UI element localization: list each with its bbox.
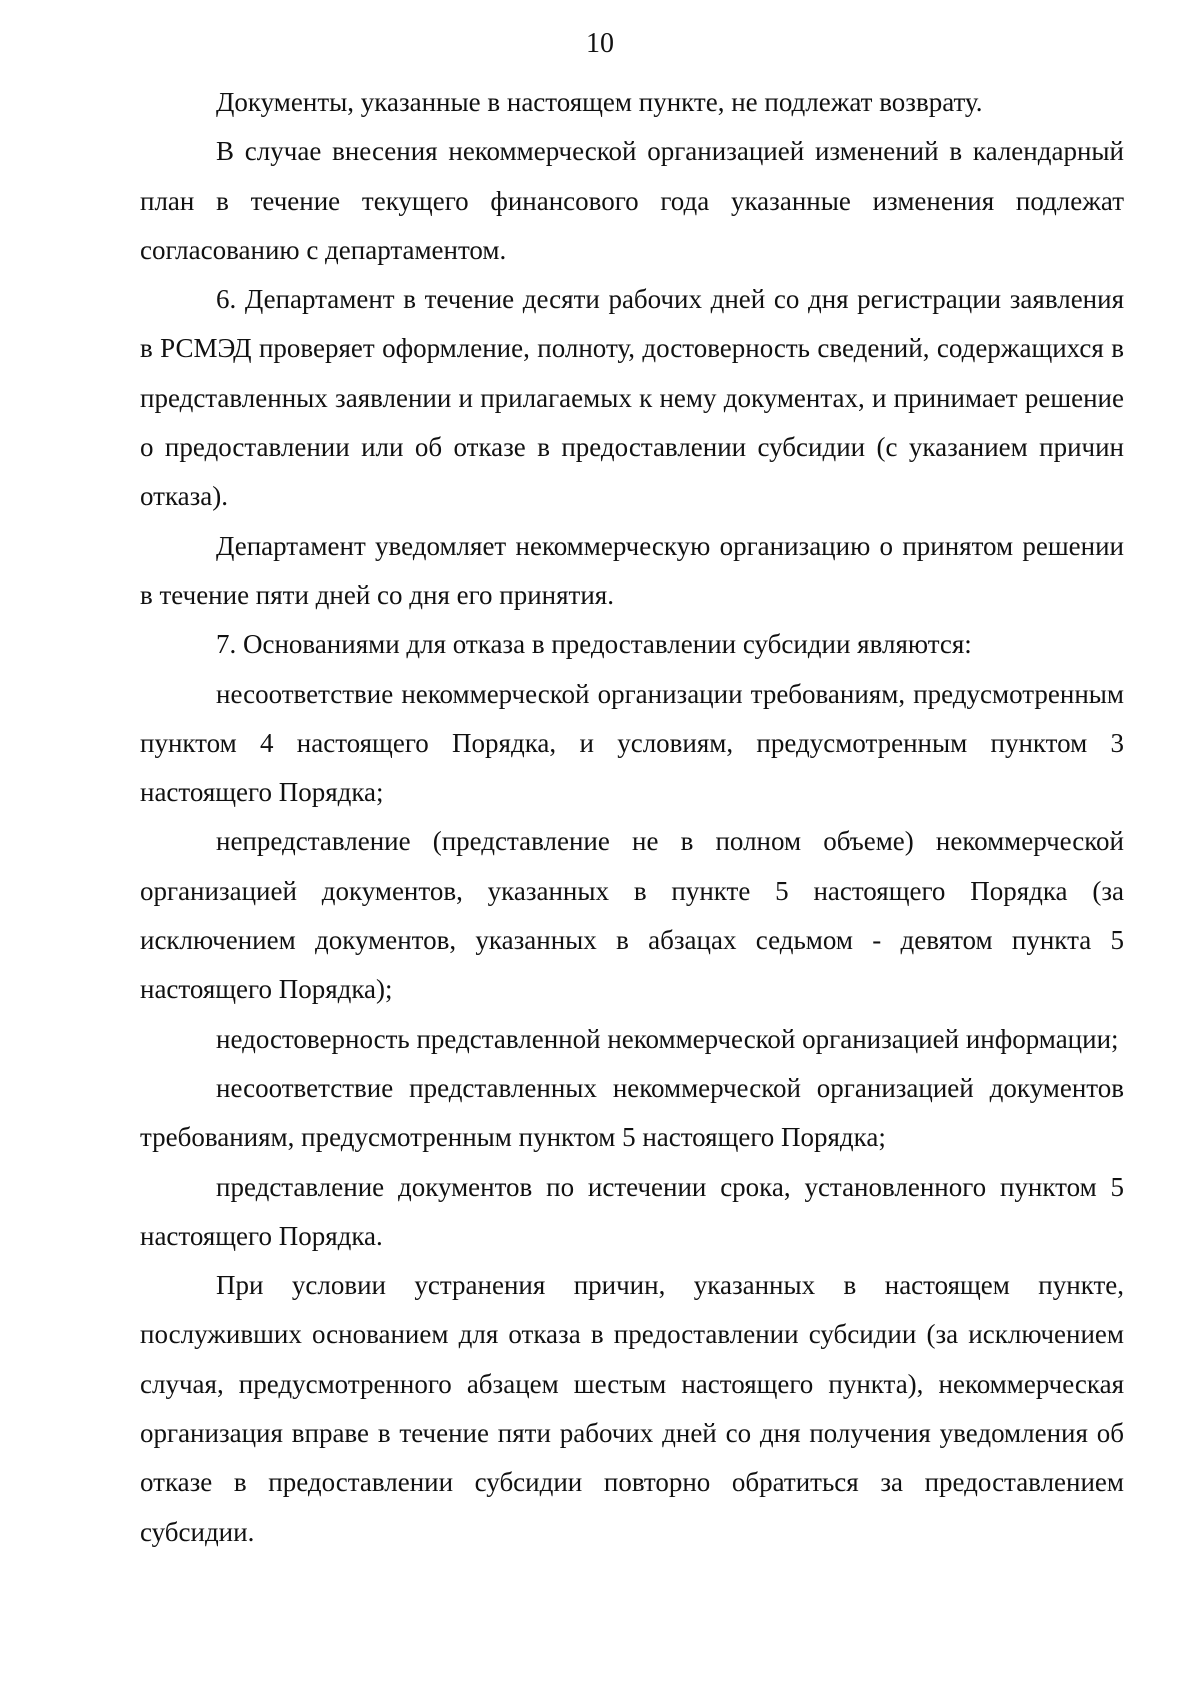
- paragraph-notification: Департамент уведомляет некоммерческую организацию о принятом решении в течение пяти дней со дня его принятия.: [140, 530, 1124, 610]
- paragraph-item-6: 6. Департамент в течение десяти рабочих дней со дня регистрации заявления в РСМЭД проверяет оформление, полноту, достоверность сведений, содержащихся в представленных заявлении и прилагаемых к нему документах, и принимает решение о предоставлении или об отказе в предоставлении субсидии (с указанием причин отказа).: [140, 284, 1124, 512]
- paragraph-reason-missing-documents: непредставление (представление не в полном объеме) некоммерческой организацией документов, указанных в пункте 5 настоящего Порядка (за исключением документов, указанных в абзацах седьмом - девятом пункта 5 настоящего Порядка);: [140, 826, 1124, 1005]
- paragraph-reason-requirements: несоответствие некоммерческой организации требованиям, предусмотренным пунктом 4 настоящего Порядка, и условиям, предусмотренным пунктом 3 настоящего Порядка;: [140, 678, 1124, 808]
- paragraph-reason-inaccurate-info: недостоверность представленной некоммерческой организацией информации;: [216, 1023, 1119, 1054]
- paragraph-reason-late-submission: представление документов по истечении срока, установленного пунктом 5 настоящего Порядка.: [140, 1171, 1124, 1251]
- paragraph-reapplication: При условии устранения причин, указанных в настоящем пункте, послуживших основанием для отказа в предоставлении субсидии (за исключением случая, предусмотренного абзацем шестым настоящего пункта), некоммерческая организация вправе в течение пяти рабочих дней со дня получения уведомления об отказе в предоставлении субсидии повторно обратиться за предоставлением субсидии.: [140, 1270, 1124, 1547]
- paragraph-calendar-plan-changes: В случае внесения некоммерческой организацией изменений в календарный план в течение текущего финансового года указанные изменения подлежат согласованию с департаментом.: [140, 136, 1124, 265]
- document-body: [140, 78, 1124, 1557]
- paragraph-reason-nonconforming-documents: несоответствие представленных некоммерческой организацией документов требованиям, предусмотренным пунктом 5 настоящего Порядка;: [140, 1072, 1124, 1153]
- page-number: 10: [586, 28, 614, 59]
- paragraph-documents-not-returned: Документы, указанные в настоящем пункте, не подлежат возврату.: [216, 87, 983, 117]
- paragraph-item-7: 7. Основаниями для отказа в предоставлении субсидии являются:: [216, 629, 972, 660]
